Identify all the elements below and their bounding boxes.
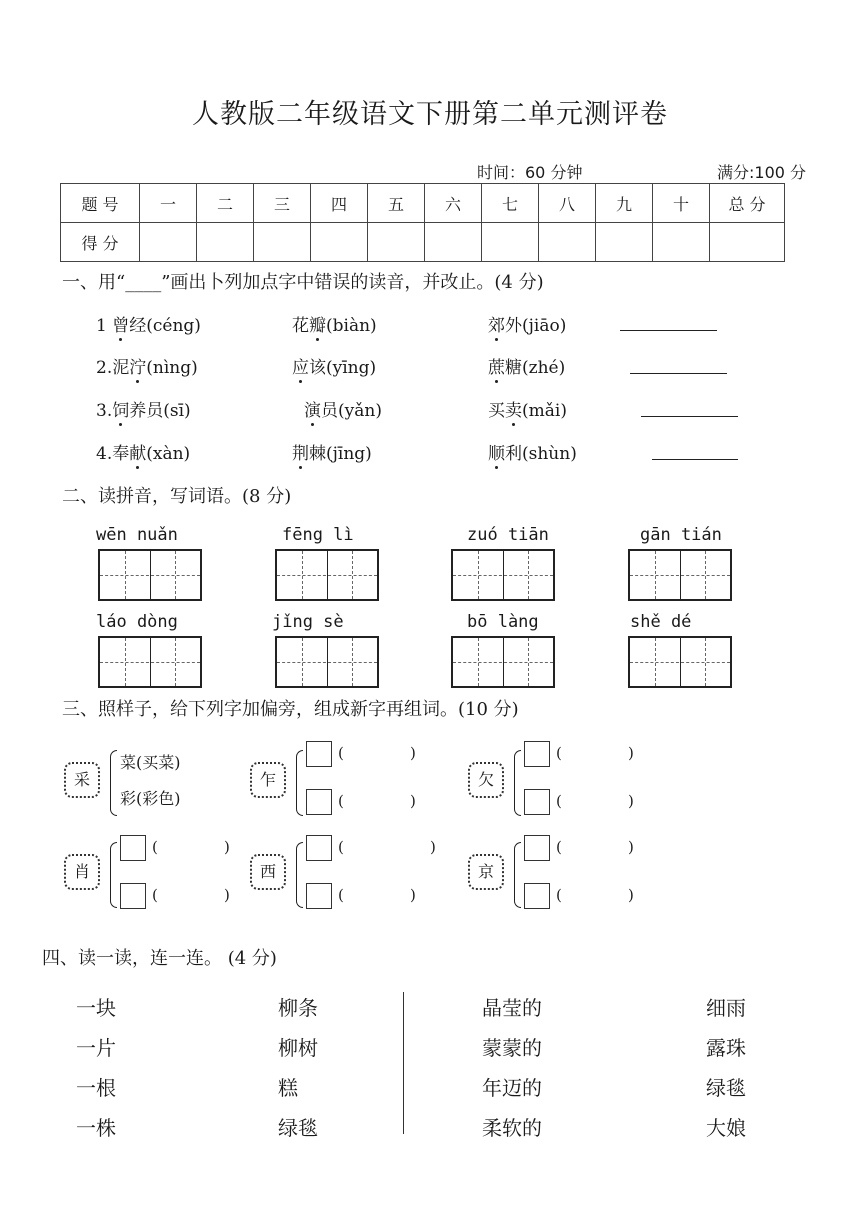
q1-text: 员(yǎn): [321, 401, 382, 421]
writing-grid[interactable]: [451, 636, 555, 688]
score-cell[interactable]: [140, 223, 197, 262]
pinyin-label: jǐng sè: [272, 612, 344, 632]
section2-title: 二、读拼音，写词语。(8 分): [62, 486, 292, 507]
match-item[interactable]: 大娘: [706, 1116, 746, 1140]
paren-open: (: [152, 886, 158, 904]
score-header-cell: 六: [425, 184, 482, 223]
paren-close: ): [224, 838, 230, 856]
brace: [514, 842, 521, 908]
pinyin-label: bō làng: [467, 612, 539, 632]
paren-open: (: [338, 886, 344, 904]
brace: [296, 750, 303, 816]
section4-title: 四、读一读，连一连。 (4 分): [42, 948, 277, 969]
match-item[interactable]: 一片: [76, 1036, 116, 1060]
score-header-cell: 四: [311, 184, 368, 223]
example-line: 菜(买菜): [120, 753, 181, 772]
paren-close: ): [410, 886, 416, 904]
q1-text: 养员(sī): [129, 401, 191, 421]
score-header-cell: 一: [140, 184, 197, 223]
score-row-label: 得 分: [61, 223, 140, 262]
score-header-cell: 七: [482, 184, 539, 223]
q1-text: 该(yīng): [309, 358, 377, 378]
score-header-cell: 五: [368, 184, 425, 223]
q1-dotted-char: 献: [129, 444, 147, 464]
column-divider: [403, 992, 404, 1134]
q1-dotted-char: 卖: [505, 401, 522, 421]
pinyin-label: fēng lì: [282, 525, 354, 545]
match-item[interactable]: 一株: [76, 1116, 116, 1140]
match-item[interactable]: 糕: [278, 1076, 298, 1100]
q1-text: 3.: [96, 401, 113, 421]
q1-text: 利(shùn): [505, 444, 577, 464]
match-item[interactable]: 蒙蒙的: [482, 1036, 542, 1060]
paren-open: (: [556, 744, 562, 762]
match-item[interactable]: 晶莹的: [482, 996, 542, 1020]
q1-dotted-char: 饲: [112, 401, 130, 421]
score-header-cell: 十: [653, 184, 710, 223]
section3-title: 三、照样子，给下列字加偏旁，组成新字再组词。(10 分): [62, 699, 519, 720]
answer-blank[interactable]: [620, 330, 717, 331]
section1-title: 一、用“____”画出卜列加点字中错误的读音，并改止。(4 分): [62, 272, 544, 293]
score-header-cell: 三: [254, 184, 311, 223]
paren-close: ): [628, 744, 634, 762]
score-cell[interactable]: [197, 223, 254, 262]
answer-box[interactable]: [120, 835, 146, 861]
q1-item: [304, 396, 382, 421]
page-title: 人教版二年级语文下册第二单元测评卷: [192, 99, 668, 130]
answer-box[interactable]: [524, 789, 550, 815]
score-cell[interactable]: [482, 223, 539, 262]
q1-text: 2.泥: [96, 358, 130, 378]
match-item[interactable]: 一根: [76, 1076, 116, 1100]
score-table: [60, 183, 785, 262]
q1-text: (xàn): [146, 444, 191, 464]
answer-box[interactable]: [306, 835, 332, 861]
answer-box[interactable]: [306, 741, 332, 767]
match-item[interactable]: 柳条: [278, 996, 318, 1020]
score-table-score-row: [61, 223, 785, 262]
q1-text: 花: [292, 316, 309, 336]
match-item[interactable]: 绿毯: [278, 1116, 318, 1140]
q1-item: [96, 353, 198, 378]
q1-item: [96, 396, 191, 421]
score-table-header-row: [61, 184, 785, 223]
q1-dotted-char: 演: [304, 401, 321, 421]
score-cell[interactable]: [653, 223, 710, 262]
score-cell[interactable]: [254, 223, 311, 262]
radical-seal: 欠: [468, 762, 504, 798]
score-header-cell: 总 分: [710, 184, 785, 223]
exam-time: 时间：60 分钟: [477, 163, 583, 182]
paren-open: (: [152, 838, 158, 856]
q1-item: [292, 311, 377, 336]
q1-item: [292, 353, 376, 378]
radical-seal: 采: [64, 762, 100, 798]
q1-text: 糖(zhé): [505, 358, 566, 378]
score-cell[interactable]: [539, 223, 596, 262]
radical-seal: 西: [250, 854, 286, 890]
paren-open: (: [338, 838, 344, 856]
writing-grid[interactable]: [275, 636, 379, 688]
q1-dotted-char: 曾: [112, 316, 130, 336]
q1-dotted-char: 荆: [292, 444, 309, 464]
q1-item: [488, 439, 577, 464]
answer-box[interactable]: [306, 789, 332, 815]
match-item[interactable]: 柳树: [278, 1036, 318, 1060]
answer-box[interactable]: [524, 883, 550, 909]
answer-box[interactable]: [120, 883, 146, 909]
answer-box[interactable]: [306, 883, 332, 909]
full-score: 满分:100 分: [717, 163, 807, 182]
q1-item: [96, 439, 190, 464]
answer-box[interactable]: [524, 835, 550, 861]
answer-blank[interactable]: [641, 416, 738, 417]
pinyin-label: láo dòng: [96, 612, 178, 632]
match-item[interactable]: 绿毯: [706, 1076, 746, 1100]
writing-grid[interactable]: [451, 549, 555, 601]
q1-dotted-char: 郊: [488, 316, 505, 336]
score-cell[interactable]: [710, 223, 785, 262]
q1-dotted-char: 泞: [129, 358, 147, 378]
score-cell[interactable]: [596, 223, 653, 262]
score-header-cell: 题 号: [61, 184, 140, 223]
answer-blank[interactable]: [630, 373, 727, 374]
writing-grid[interactable]: [98, 549, 202, 601]
writing-grid[interactable]: [98, 636, 202, 688]
paren-close: ): [224, 886, 230, 904]
brace: [110, 750, 117, 816]
q1-item: [96, 311, 201, 336]
q1-text: (mǎi): [522, 401, 567, 421]
score-cell[interactable]: [311, 223, 368, 262]
q1-item: [488, 311, 566, 336]
q1-item: [488, 353, 565, 378]
q1-text: (nìng): [146, 358, 198, 378]
q1-dotted-char: 蔗: [488, 358, 505, 378]
match-item[interactable]: 露珠: [706, 1036, 746, 1060]
example-line: 彩(彩色): [120, 789, 181, 808]
match-item[interactable]: 一块: [76, 996, 116, 1020]
paren-open: (: [338, 792, 344, 810]
pinyin-label: gān tián: [640, 525, 722, 545]
match-item[interactable]: 柔软的: [482, 1116, 542, 1140]
brace: [110, 842, 117, 908]
paren-close: ): [628, 886, 634, 904]
pinyin-label: zuó tiān: [467, 525, 549, 545]
paren-open: (: [556, 792, 562, 810]
paren-close: ): [628, 792, 634, 810]
answer-blank[interactable]: [652, 459, 738, 460]
pinyin-label: shě dé: [630, 612, 692, 632]
q1-text: 棘(jīng): [309, 444, 372, 464]
match-item[interactable]: 细雨: [706, 996, 746, 1020]
paren-open: (: [556, 838, 562, 856]
paren-close: ): [410, 744, 416, 762]
radical-seal: 京: [468, 854, 504, 890]
q1-dotted-char: 顺: [488, 444, 505, 464]
brace: [296, 842, 303, 908]
q1-text: 1: [96, 316, 113, 336]
q1-text: 4.奉: [96, 444, 130, 464]
brace: [514, 750, 521, 816]
q1-text: (biàn): [326, 316, 377, 336]
q1-item: [292, 439, 372, 464]
q1-dotted-char: 应: [292, 358, 309, 378]
score-header-cell: 八: [539, 184, 596, 223]
writing-grid[interactable]: [275, 549, 379, 601]
q1-text: 经(céng): [129, 316, 201, 336]
writing-grid[interactable]: [628, 636, 732, 688]
match-item[interactable]: 年迈的: [482, 1076, 542, 1100]
answer-box[interactable]: [524, 741, 550, 767]
paren-close: ): [430, 838, 436, 856]
radical-seal: 乍: [250, 762, 286, 798]
q1-text: 外(jiāo): [505, 316, 567, 336]
q1-item: [488, 396, 567, 421]
paren-close: ): [410, 792, 416, 810]
paren-open: (: [338, 744, 344, 762]
score-cell[interactable]: [425, 223, 482, 262]
score-header-cell: 九: [596, 184, 653, 223]
score-header-cell: 二: [197, 184, 254, 223]
paren-close: ): [628, 838, 634, 856]
paren-open: (: [556, 886, 562, 904]
score-cell[interactable]: [368, 223, 425, 262]
q1-text: 买: [488, 401, 505, 421]
radical-seal: 肖: [64, 854, 100, 890]
q1-dotted-char: 瓣: [309, 316, 326, 336]
writing-grid[interactable]: [628, 549, 732, 601]
pinyin-label: wēn nuǎn: [96, 525, 178, 545]
